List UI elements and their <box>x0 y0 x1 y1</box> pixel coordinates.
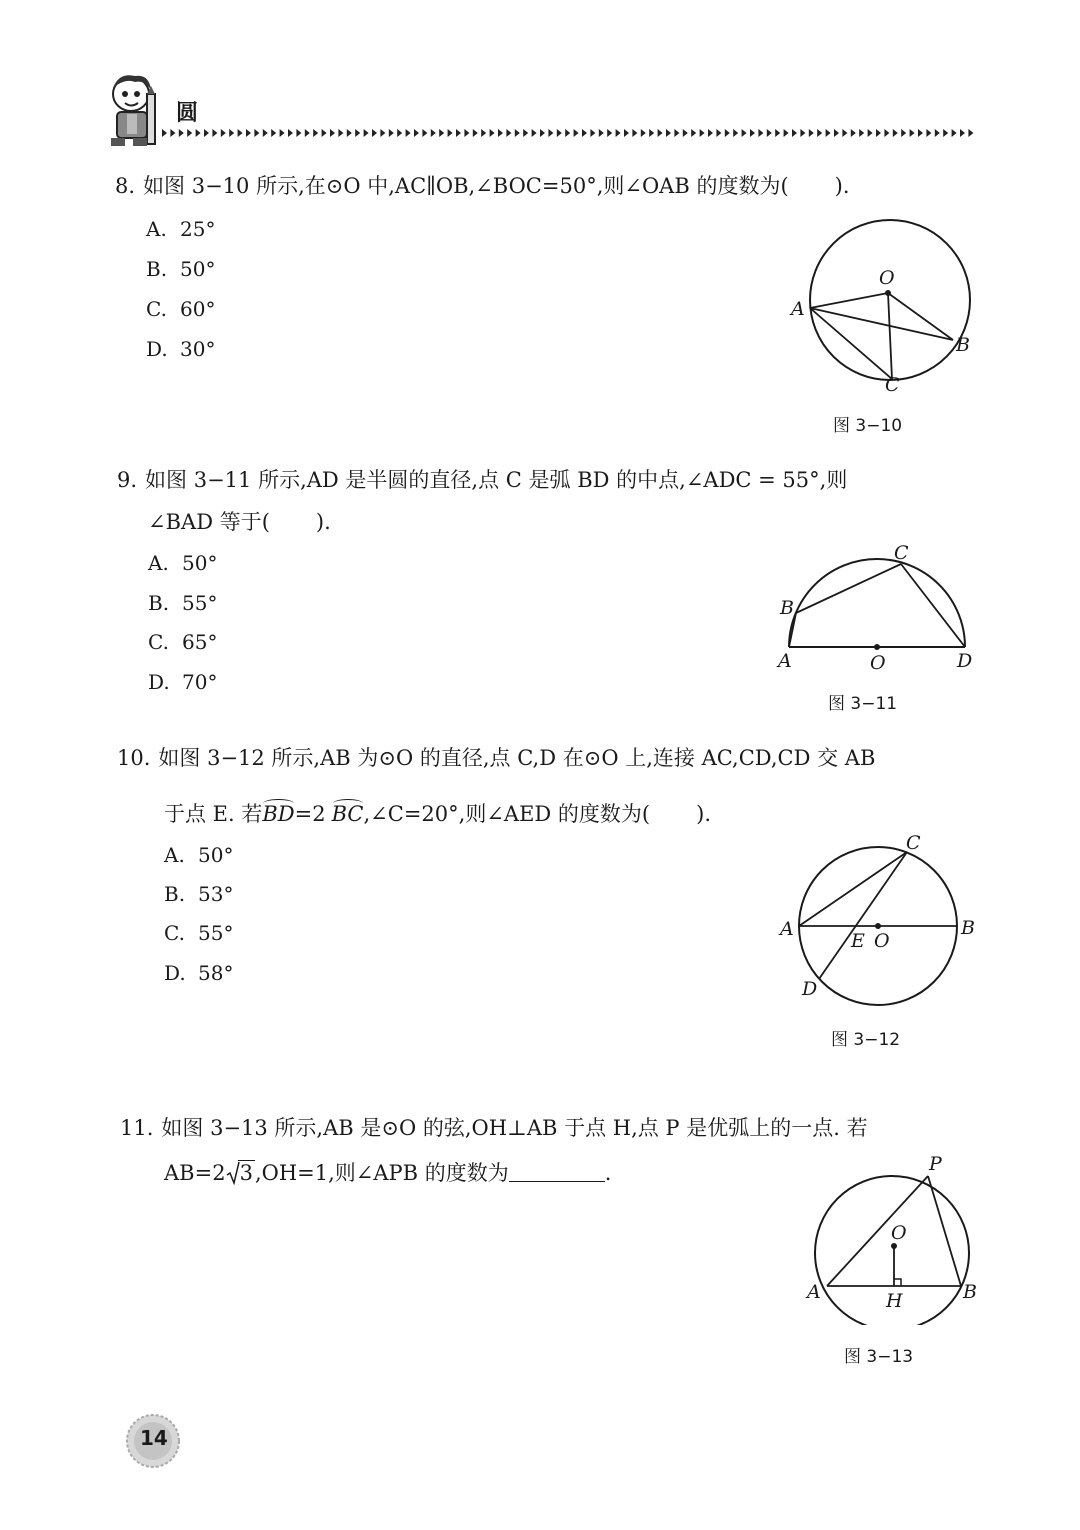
rule-marker <box>179 129 184 137</box>
chapter-title: 圆 <box>176 101 199 126</box>
label-d: D <box>802 978 818 1000</box>
rule-marker <box>187 129 192 137</box>
segment-ac <box>799 852 907 926</box>
option-a: A. 50° <box>164 843 234 867</box>
label-a: A <box>791 298 805 320</box>
option-b: B. 50° <box>146 257 216 281</box>
rule-marker <box>355 129 360 137</box>
rule-marker <box>910 129 915 137</box>
segment-oc <box>888 293 892 379</box>
question-11-line2: AB=2 3,OH=1,则∠APB 的度数为 . <box>164 1153 864 1193</box>
option-c: C. 65° <box>148 630 218 654</box>
rule-marker <box>641 129 646 137</box>
rule-marker <box>809 129 814 137</box>
label-c: C <box>894 542 909 564</box>
label-b: B <box>961 917 975 939</box>
rule-marker <box>380 129 385 137</box>
figure-3-13 <box>795 1150 990 1325</box>
rule-marker <box>733 129 738 137</box>
label-o: O <box>870 652 886 674</box>
rule-marker <box>599 129 604 137</box>
rule-marker <box>296 129 301 137</box>
label-o: O <box>891 1222 907 1244</box>
rule-marker <box>448 129 453 137</box>
rule-marker <box>716 129 721 137</box>
rule-marker <box>212 129 217 137</box>
rule-marker <box>515 129 520 137</box>
rule-marker <box>859 129 864 137</box>
rule-marker <box>926 129 931 137</box>
center-point <box>874 644 880 650</box>
center-point <box>885 290 891 296</box>
rule-marker <box>784 129 789 137</box>
arc-bc: BC <box>331 802 364 826</box>
rule-marker <box>196 129 201 137</box>
rule-marker <box>649 129 654 137</box>
rule-marker <box>557 129 562 137</box>
segment-pb <box>928 1176 961 1286</box>
rule-marker <box>935 129 940 137</box>
rule-marker <box>826 129 831 137</box>
option-d: D. 58° <box>164 961 234 985</box>
option-c: C. 55° <box>164 921 234 945</box>
rule-marker <box>742 129 747 137</box>
rule-marker <box>246 129 251 137</box>
label-o: O <box>874 930 890 952</box>
rule-marker <box>439 129 444 137</box>
rule-marker <box>691 129 696 137</box>
rule-marker <box>229 129 234 137</box>
rule-marker <box>162 129 167 137</box>
option-c: C. 60° <box>146 297 216 321</box>
label-h: H <box>886 1290 903 1312</box>
rule-marker <box>666 129 671 137</box>
question-10 <box>117 738 997 778</box>
rule-marker <box>456 129 461 137</box>
rule-marker <box>414 129 419 137</box>
page-number: 14 <box>140 1426 168 1450</box>
segment-cd <box>819 852 907 979</box>
arc-bd: BD <box>262 802 295 826</box>
rule-marker <box>238 129 243 137</box>
question-number: 10. <box>117 746 151 770</box>
figure-caption: 图 3−10 <box>833 416 903 436</box>
rule-marker <box>481 129 486 137</box>
rule-marker <box>943 129 948 137</box>
rule-marker <box>842 129 847 137</box>
right-angle-mark <box>894 1279 901 1286</box>
rule-marker <box>590 129 595 137</box>
question-stem: 如图 3−12 所示,AB 为⊙O 的直径,点 C,D 在⊙O 上,连接 AC,CD,CD 交 AB <box>158 746 876 770</box>
segment-ao <box>810 293 888 308</box>
question-stem: 如图 3−11 所示,AD 是半圆的直径,点 C 是弧 BD 的中点,∠ADC = 55°,则 <box>145 468 848 492</box>
rule-marker <box>800 129 805 137</box>
label-e: E <box>851 930 865 952</box>
label-c: C <box>906 832 921 854</box>
sqrt-icon <box>226 1161 240 1185</box>
rule-marker <box>918 129 923 137</box>
sqrt-radicand: 3 <box>239 1161 253 1185</box>
figure-caption: 图 3−12 <box>831 1030 901 1050</box>
label-p: P <box>929 1153 942 1175</box>
rule-marker <box>868 129 873 137</box>
rule-marker <box>540 129 545 137</box>
rule-marker <box>263 129 268 137</box>
page-header <box>0 0 1080 150</box>
rule-marker <box>330 129 335 137</box>
rule-marker <box>700 129 705 137</box>
rule-marker <box>884 129 889 137</box>
label-a: A <box>807 1281 821 1303</box>
circle-o <box>810 220 970 380</box>
rule-marker <box>968 129 973 137</box>
rule-marker <box>901 129 906 137</box>
rule-marker <box>473 129 478 137</box>
rule-marker <box>632 129 637 137</box>
label-b: B <box>780 597 794 619</box>
rule-marker <box>221 129 226 137</box>
option-b: B. 53° <box>164 882 234 906</box>
label-b: B <box>956 334 970 356</box>
rule-marker <box>674 129 679 137</box>
question-11 <box>120 1108 990 1148</box>
figure-3-12 <box>775 830 985 1010</box>
question-number: 9. <box>117 468 138 492</box>
segment-ap <box>827 1176 928 1286</box>
rule-marker <box>616 129 621 137</box>
rule-marker <box>389 129 394 137</box>
rule-marker <box>758 129 763 137</box>
question-stem: 如图 3−13 所示,AB 是⊙O 的弦,OH⊥AB 于点 H,点 P 是优弧上的一点. 若 <box>161 1116 868 1140</box>
rule-marker <box>204 129 209 137</box>
rule-marker <box>313 129 318 137</box>
rule-marker <box>683 129 688 137</box>
question-number: 8. <box>115 174 136 198</box>
rule-marker <box>397 129 402 137</box>
rule-marker <box>506 129 511 137</box>
rule-marker <box>170 129 175 137</box>
option-a: A. 25° <box>146 217 216 241</box>
figure-3-11 <box>770 540 985 680</box>
rule-marker <box>338 129 343 137</box>
rule-marker <box>658 129 663 137</box>
rule-marker <box>406 129 411 137</box>
rule-marker <box>431 129 436 137</box>
rule-marker <box>322 129 327 137</box>
label-b: B <box>963 1281 977 1303</box>
rule-marker <box>498 129 503 137</box>
label-c: C <box>885 374 900 396</box>
rule-marker <box>574 129 579 137</box>
rule-marker <box>750 129 755 137</box>
rule-marker <box>767 129 772 137</box>
option-d: D. 30° <box>146 337 216 361</box>
rule-marker <box>893 129 898 137</box>
option-a: A. 50° <box>148 551 218 575</box>
rule-marker <box>775 129 780 137</box>
question-stem: 如图 3−10 所示,在⊙O 中,AC∥OB,∠BOC=50°,则∠OAB 的度数为( <box>143 174 789 198</box>
question-stem-close: ). <box>834 174 850 198</box>
rule-marker <box>708 129 713 137</box>
label-a: A <box>780 918 794 940</box>
rule-marker <box>624 129 629 137</box>
rule-marker <box>548 129 553 137</box>
figure-3-10 <box>780 200 990 405</box>
rule-marker <box>792 129 797 137</box>
question-9 <box>117 460 997 500</box>
rule-marker <box>851 129 856 137</box>
rule-marker <box>254 129 259 137</box>
rule-marker <box>288 129 293 137</box>
dotted-rule <box>160 127 975 139</box>
question-9-line2: ∠BAD 等于( ). <box>148 510 331 534</box>
rule-marker <box>464 129 469 137</box>
label-d: D <box>957 650 973 672</box>
rule-marker <box>523 129 528 137</box>
center-point <box>875 923 881 929</box>
rule-marker <box>347 129 352 137</box>
rule-marker <box>817 129 822 137</box>
answer-blank[interactable] <box>509 1155 605 1182</box>
rule-marker <box>960 129 965 137</box>
rule-marker <box>422 129 427 137</box>
rule-marker <box>565 129 570 137</box>
rule-marker <box>372 129 377 137</box>
rule-marker <box>607 129 612 137</box>
mascot-boy-icon <box>105 72 165 150</box>
question-10-line2: 于点 E. 若 BD=2 BC,∠C=20°,则∠AED 的度数为( ). <box>164 794 964 834</box>
rule-marker <box>876 129 881 137</box>
rule-marker <box>952 129 957 137</box>
rule-marker <box>582 129 587 137</box>
label-o: O <box>879 267 895 289</box>
figure-caption: 图 3−13 <box>844 1347 914 1367</box>
option-d: D. 70° <box>148 670 218 694</box>
question-number: 11. <box>120 1116 154 1140</box>
option-b: B. 55° <box>148 591 218 615</box>
figure-caption: 图 3−11 <box>828 694 898 714</box>
label-a: A <box>778 650 792 672</box>
rule-marker <box>834 129 839 137</box>
rule-marker <box>532 129 537 137</box>
rule-marker <box>725 129 730 137</box>
rule-marker <box>490 129 495 137</box>
rule-marker <box>271 129 276 137</box>
rule-marker <box>305 129 310 137</box>
rule-marker <box>364 129 369 137</box>
rule-marker <box>280 129 285 137</box>
